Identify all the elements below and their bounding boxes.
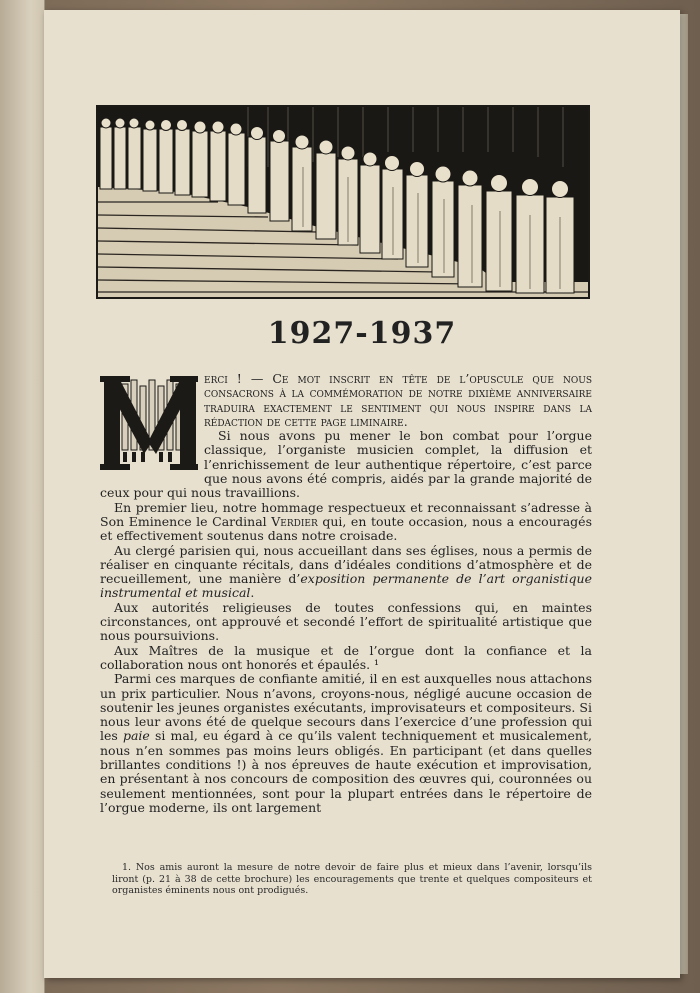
paragraph-4-text-b: .	[250, 585, 255, 601]
cardinal-name: Verdier	[271, 513, 318, 529]
paragraph-4-emphasis: exposition permanente de l’art organistique instrumental et musical	[100, 571, 593, 601]
paragraph-7	[100, 672, 592, 815]
paragraph-3-text-b: qui, en toute occasion, nous a encouragés et effectivement soutenus dans notre croisade.	[100, 513, 592, 544]
paragraph-4	[100, 544, 592, 601]
paragraph-3	[100, 501, 592, 544]
book-page	[44, 10, 680, 978]
paragraph-7-text-b: si mal, eu égard à ce qu’ils valent techniquement et musicalement, nous n’en sommes pas moins leurs obligés. En participant (et dans quelles brillantes conditions !) à nos épreuves de haute exécution et improvisation, en présentant à nos concours de composition des œuvres qui, couronnées ou seulement mentionnées, sont pour la plupart entrées dans le répertoire de l’orgue moderne, ils ont largement	[100, 728, 592, 815]
page-stack-edge	[680, 14, 688, 974]
dropcap-m-organ-pipes-icon	[100, 372, 198, 472]
body-text	[100, 372, 592, 815]
paragraph-3-text-a: En premier lieu, notre hommage respectueux et reconnaissant s’adresse à Son Eminence le Cardinal	[100, 499, 592, 529]
procession-of-choristers-illustration	[96, 105, 590, 299]
paragraph-7-emphasis: paie	[122, 728, 150, 744]
page-title: 1927-1937	[267, 316, 457, 351]
paragraph-2: Si nous avons pu mener le bon combat pour l’orgue classique, l’organiste musicien complet, la diffusion et l’enrichissement de leur authentique répertoire, c’est parce que nous avons été compris, aidés par la grande majorité de ceux pour qui nous travaillions.	[100, 428, 592, 501]
paragraph-5: Aux autorités religieuses de toutes confessions qui, en maintes circonstances, ont approuvé et secondé l’effort de spiritualité artistique que nous poursuivions.	[100, 599, 592, 644]
paragraph-6: Aux Maîtres de la musique et de l’orgue dont la confiance et la collaboration nous ont honorés et épaulés. ¹	[100, 642, 592, 672]
paragraph-1	[100, 372, 592, 429]
footnote: 1. Nos amis auront la mesure de notre devoir de faire plus et mieux dans l’avenir, lorsqu’ils liront (p. 21 à 38 de cette brochure) les encouragements que trente et quelques compositeurs et organistes éminents nous ont prodigués.	[112, 862, 592, 896]
paragraph-4-text-a: Au clergé parisien qui, nous accueillant dans ses églises, nous a permis de réaliser en cinquante récitals, dans d’idéales conditions d’atmosphère et de recueillement, une manière d’	[100, 542, 592, 587]
facing-page-edge	[0, 0, 45, 993]
paragraph-1-text: erci ! — Ce mot inscrit en tête de l’opuscule que nous consacrons à la commémoration de notre dixième anniversaire traduira exactement le sentiment qui nous inspire dans la rédaction de cette page liminaire.	[204, 371, 592, 429]
paragraph-7-text-a: Parmi ces marques de confiante amitié, il en est auxquelles nous attachons un prix particulier. Nous n’avons, croyons-nous, négligé aucune occasion de soutenir les jeunes organistes exécutants, improvisateurs et compositeurs. Si nous leur avons été de quelque secours dans l’exercice d’une profession qui les	[100, 671, 592, 744]
illuminated-dropcap	[100, 372, 198, 474]
